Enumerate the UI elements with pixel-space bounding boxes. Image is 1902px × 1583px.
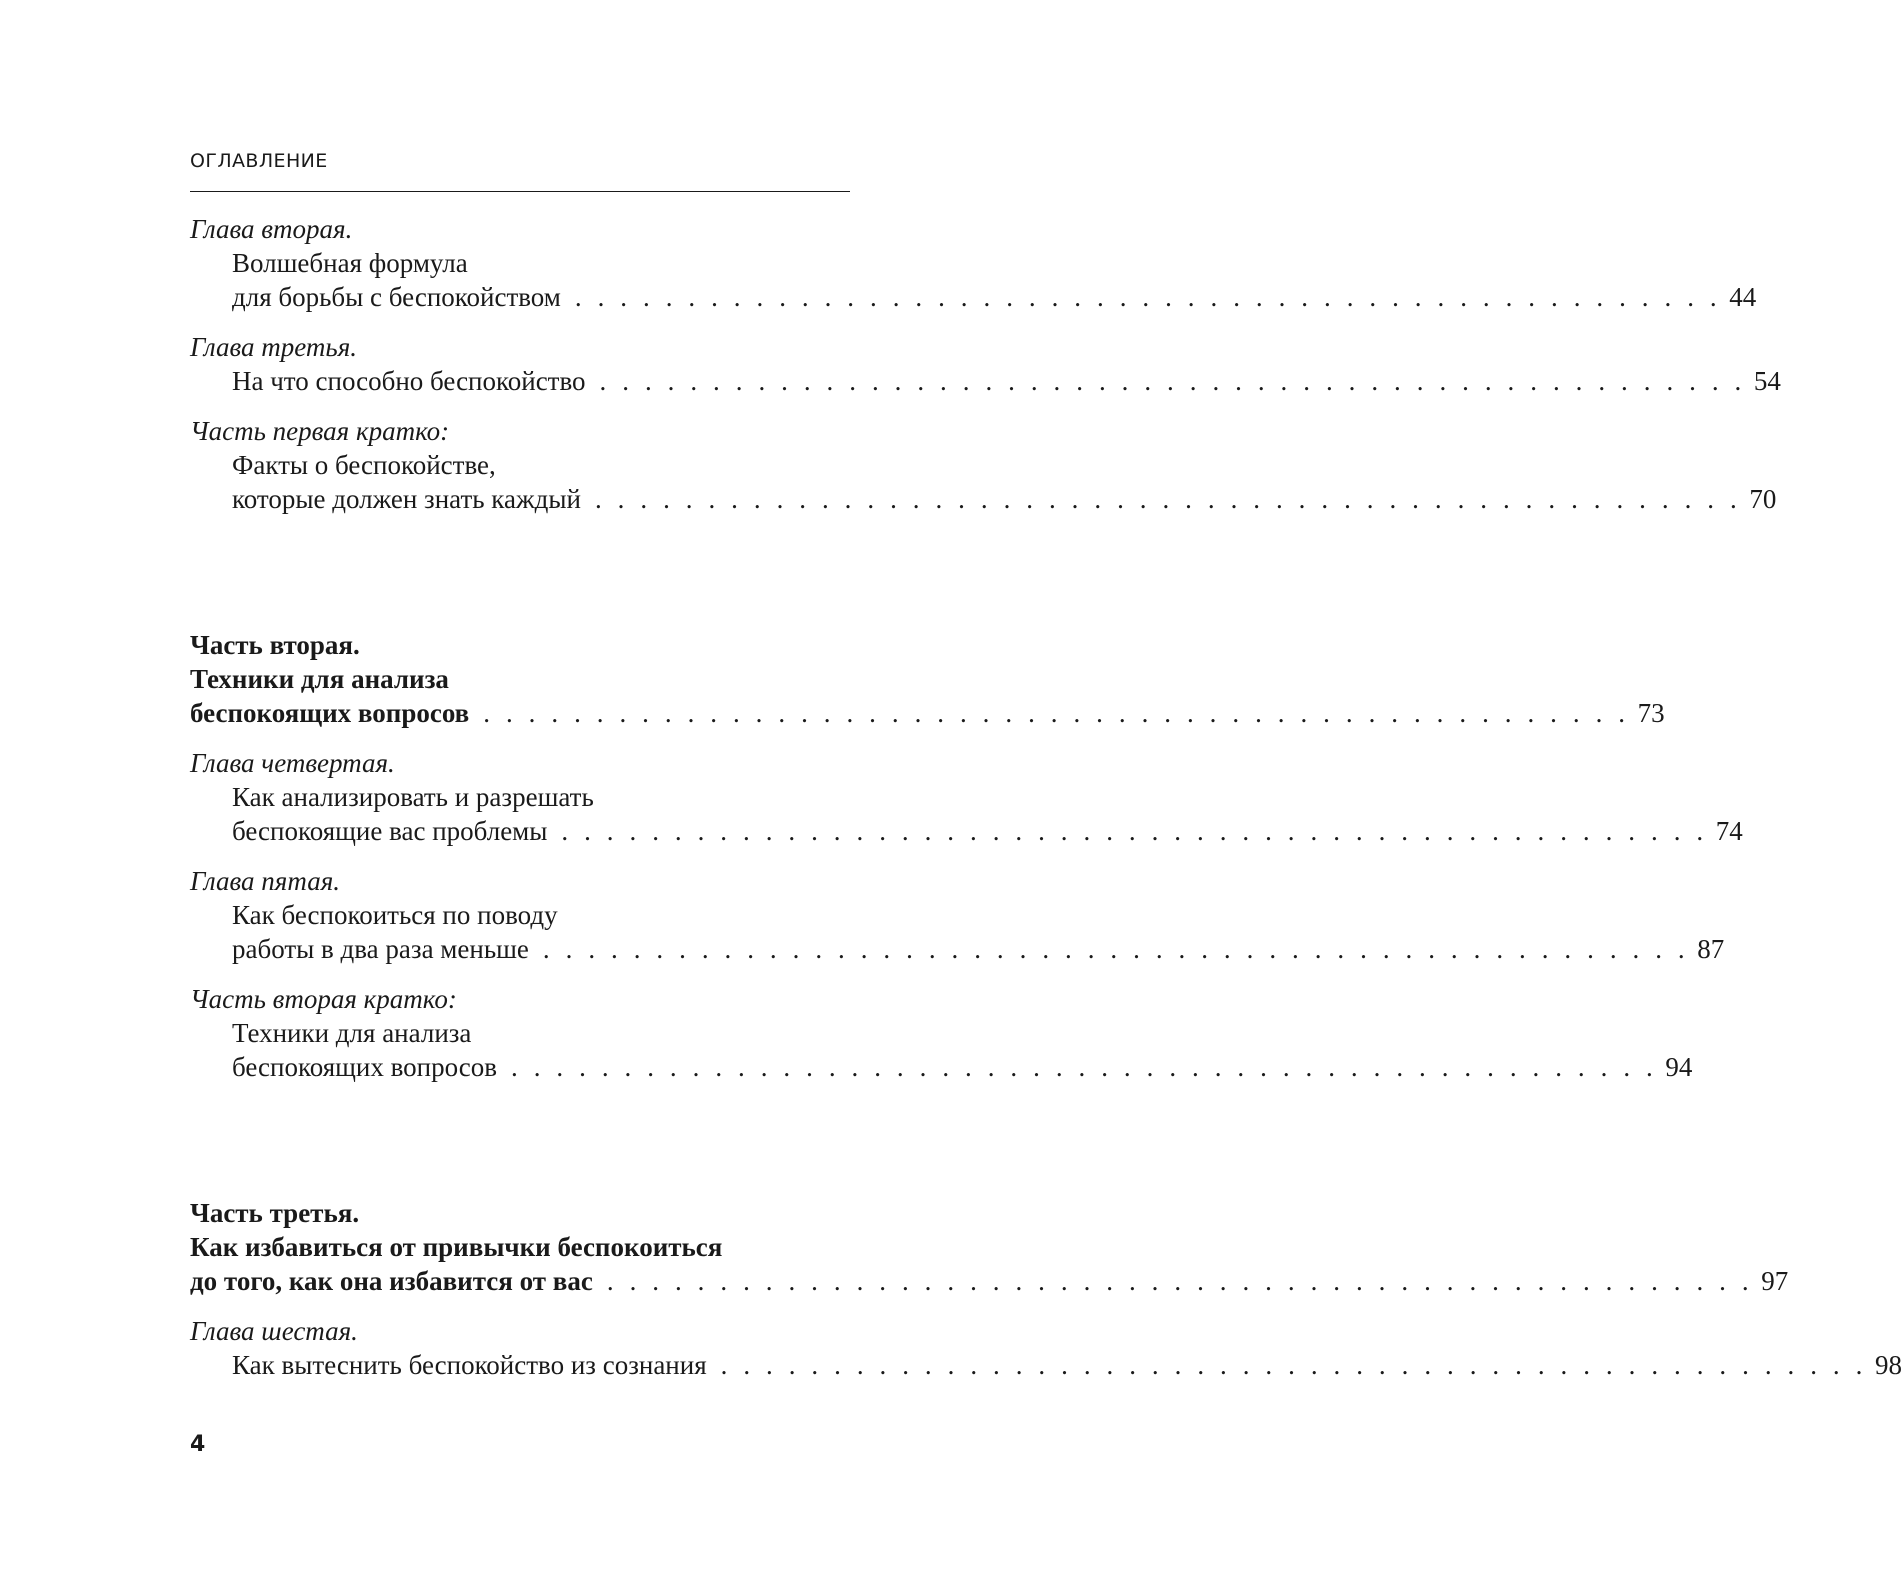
toc-entry-title-line: Техники для анализа [232, 1018, 472, 1048]
page-number: 73 [1637, 698, 1665, 728]
toc-entry-label: Глава четвертая. [190, 748, 395, 778]
table-of-contents [190, 212, 1902, 1382]
toc-entry-chapter-4[interactable] [190, 746, 1743, 848]
running-head: ОГЛАВЛЕНИЕ [190, 150, 328, 172]
toc-entry-title-line: беспокоящих вопросов [232, 1052, 498, 1082]
toc-entry-title-line: для борьбы с беспокойством [232, 282, 561, 312]
toc-entry-title-line: Как избавиться от привычки беспокоиться [190, 1232, 723, 1262]
toc-entry-title-line: которые должен знать каждый [232, 484, 581, 514]
page-number-folio: 4 [190, 1432, 206, 1457]
dot-leader: . . . . . . . . . . . . . . . . . . . . . . . . . . . . . . . . . . . . . . . . . . . . . . . . . . . [720, 1350, 1867, 1380]
toc-entry-label: Глава третья. [190, 332, 358, 362]
dot-leader: . . . . . . . . . . . . . . . . . . . . . . . . . . . . . . . . . . . . . . . . . . . . . . . . . . . [599, 366, 1746, 396]
toc-entry-title-line: Техники для анализа [190, 664, 449, 694]
page-number: 74 [1715, 816, 1743, 846]
toc-entry-chapter-3[interactable] [190, 330, 1781, 398]
toc-entry-title-line: Часть вторая. [190, 630, 360, 660]
toc-entry-label: Глава шестая. [190, 1316, 358, 1346]
toc-entry-leader-line [190, 482, 1777, 516]
toc-entry-title-line: Как вытеснить беспокойство из сознания [232, 1350, 707, 1380]
page-number: 98 [1874, 1350, 1902, 1380]
toc-entry-part-2-summary[interactable] [190, 982, 1693, 1084]
toc-entry-leader-line [190, 932, 1725, 966]
toc-entry-title-line: беспокоящих вопросов [190, 698, 470, 728]
dot-leader: . . . . . . . . . . . . . . . . . . . . . . . . . . . . . . . . . . . . . . . . . . . . . . . . . . . [574, 282, 1722, 312]
toc-entry-leader-line [190, 280, 1757, 314]
toc-entry-leader-line [190, 1264, 1789, 1298]
dot-leader: . . . . . . . . . . . . . . . . . . . . . . . . . . . . . . . . . . . . . . . . . . . . . . . . . . . [511, 1052, 1658, 1082]
toc-entry-label: Глава пятая. [190, 866, 340, 896]
toc-entry-leader-line [190, 364, 1781, 398]
toc-entry-title-line: работы в два раза меньше [232, 934, 529, 964]
page-number: 54 [1753, 366, 1781, 396]
toc-entry-chapter-5[interactable] [190, 864, 1725, 966]
toc-entry-part-1-summary[interactable] [190, 414, 1777, 516]
dot-leader: . . . . . . . . . . . . . . . . . . . . . . . . . . . . . . . . . . . . . . . . . . . . . . . . . . . [606, 1266, 1754, 1296]
toc-entry-title-line: Часть третья. [190, 1198, 360, 1228]
toc-entry-leader-line [190, 1050, 1693, 1084]
toc-entry-chapter-2[interactable] [190, 212, 1757, 314]
toc-entry-title-line: беспокоящие вас проблемы [232, 816, 548, 846]
toc-entry-title-line: до того, как она избавится от вас [190, 1266, 593, 1296]
toc-entry-label: Часть первая кратко: [190, 416, 450, 446]
toc-entry-leader-line [190, 814, 1743, 848]
page-number: 87 [1697, 934, 1725, 964]
header-rule [190, 191, 850, 192]
page-number: 70 [1749, 484, 1777, 514]
toc-entry-chapter-6[interactable] [190, 1314, 1902, 1382]
dot-leader: . . . . . . . . . . . . . . . . . . . . . . . . . . . . . . . . . . . . . . . . . . . . . . . . . . . [561, 816, 1708, 846]
toc-entry-label: Глава вторая. [190, 214, 353, 244]
toc-entry-part-2[interactable] [190, 628, 1665, 730]
toc-entry-title-line: Волшебная формула [232, 248, 468, 278]
toc-entry-title-line: Как беспокоиться по поводу [232, 900, 558, 930]
toc-entry-title-line: Как анализировать и разрешать [232, 782, 594, 812]
toc-entry-title-line: На что способно беспокойство [232, 366, 586, 396]
page-number: 94 [1665, 1052, 1693, 1082]
toc-entry-label: Часть вторая кратко: [190, 984, 457, 1014]
dot-leader: . . . . . . . . . . . . . . . . . . . . . . . . . . . . . . . . . . . . . . . . . . . . . . . . . . . [542, 934, 1690, 964]
toc-entry-part-3[interactable] [190, 1196, 1789, 1298]
page-number: 44 [1729, 282, 1757, 312]
toc-entry-leader-line [190, 1348, 1902, 1382]
dot-leader: . . . . . . . . . . . . . . . . . . . . . . . . . . . . . . . . . . . . . . . . . . . . . . . . . . . [594, 484, 1742, 514]
dot-leader: . . . . . . . . . . . . . . . . . . . . . . . . . . . . . . . . . . . . . . . . . . . . . . . . . . . [483, 698, 1630, 728]
toc-entry-title-line: Факты о беспокойстве, [232, 450, 496, 480]
toc-entry-leader-line [190, 696, 1665, 730]
page-number: 97 [1761, 1266, 1789, 1296]
